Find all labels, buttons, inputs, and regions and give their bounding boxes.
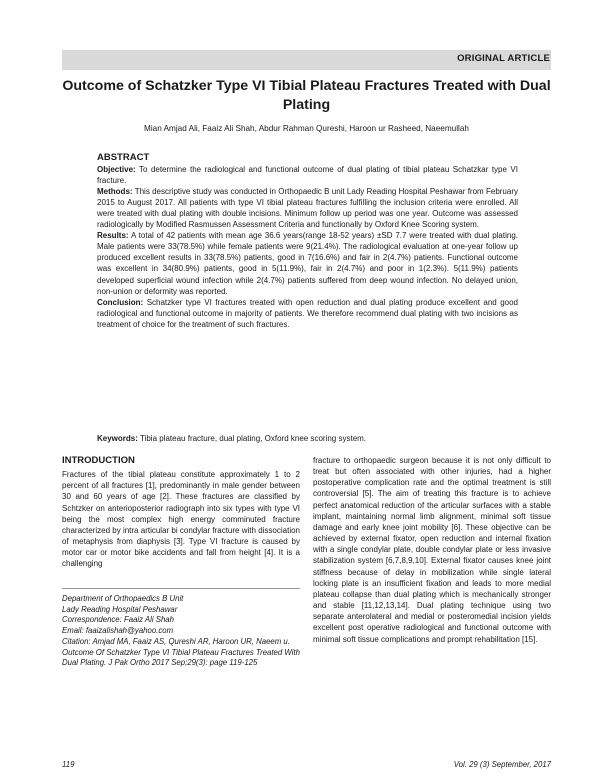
affiliation-email: Email: faaizalishah@yahoo.com — [62, 626, 174, 636]
affiliation-footnote — [62, 594, 300, 669]
left-column — [62, 455, 300, 570]
footnote-divider — [62, 588, 300, 589]
abstract-conclusion — [97, 297, 518, 330]
volume-info: Vol. 29 (3) September, 2017 — [453, 760, 551, 769]
section-label: ORIGINAL ARTICLE — [457, 53, 550, 64]
right-column — [313, 455, 551, 645]
abstract-heading: ABSTRACT — [97, 152, 150, 163]
introduction-left-text: Fractures of the tibial plateau constitute approximately 1 to 2 percent of all fractures [1], predominantly in male gender between 30 and 60 years of age [2]. These fractures are classified by Schtzker on anterioposterior radiograph into six types with type VI being the most complex high energy comminuted fracture characterized by intra articular bi condylar fracture with dissociation of metaphysis from diaphysis [3]. Type VI fracture is caused by motor car or motor bike accidents and fall from height [4]. It is a challenging — [62, 470, 300, 569]
article-title: Outcome of Schatzker Type VI Tibial Plateau Fractures Treated with Dual Plating — [62, 78, 551, 113]
abstract-section — [97, 152, 518, 330]
conclusion-label: Conclusion: — [97, 297, 144, 307]
methods-label: Methods: — [97, 187, 133, 197]
abstract-methods — [97, 186, 518, 230]
objective-label: Objective: — [97, 165, 136, 175]
objective-text: To determine the radiological and functional outcome of dual plating of tibial plateau Schatzkar type VI fracture. — [97, 165, 518, 186]
abstract-objective — [97, 164, 518, 186]
keywords-label: Keywords: — [97, 434, 138, 443]
affiliation-citation: Citation: Amjad MA, Faaiz AS, Qureshi AR, Haroon UR, Naeem u. Outcome Of Schatzker Type VI Tibial Plateau Fractures Treated With Dual Plating. J Pak Ortho 2017 Sep;29(3): page 119-125 — [62, 636, 300, 668]
conclusion-text: Schatzker type VI fractures treated with open reduction and dual plating produce excellent and good radiological and functional outcome in majority of patients. We therefore recommend dual plating with two incisions as treatment of choice for the treatment of such fractures. — [97, 297, 518, 329]
author-list: Mian Amjad Ali, Faaiz Ali Shah, Abdur Rahman Qureshi, Haroon ur Rasheed, Naeemullah — [144, 124, 469, 133]
abstract-results — [97, 230, 518, 296]
affiliation-dept: Department of Orthopaedics B Unit — [62, 594, 184, 603]
affiliation-hospital: Lady Reading Hospital Peshawar — [62, 604, 178, 614]
results-label: Results: — [97, 231, 129, 241]
keywords-line — [97, 434, 518, 443]
results-text: A total of 42 patients with mean age 36.6 years(range 18-52 years) ±SD 7.7 were treated with dual plating. Male patients were 33(78.5%) while female patients were 9(21.4%). The radiological evaluation at one-year follow up produced excellent results in 33(78.5%) patients, good in 7(16.6%) and fair in 2(4.7%) patients. Functional outcome was excellent in 34(80.9%) patients, good in 5(11.9%), fair in 2(4.7%) and poor in 1(2.3%). 5(11.9%) patients developed superficial wound infection while 2(4.7%) patients suffered from deep wound infection. No delayed union, non-union or deformity was reported. — [97, 231, 518, 296]
page-number: 119 — [62, 760, 75, 769]
introduction-heading: INTRODUCTION — [62, 455, 135, 466]
keywords-text: Tibia plateau fracture, dual plating, Oxford knee scoring system. — [139, 434, 367, 443]
methods-text: This descriptive study was conducted in Orthopaedic B unit Lady Reading Hospital Peshawar from February 2015 to August 2017. All patients with type VI tibial plateau fractures fulfilling the inclusion criteria were enrolled. All were treated with dual plating with double incisions. Minimum follow up period was one year. Outcome was assessed radiologically by Modified Rasmussen Assessment Criteria and functionally by Oxford Knee Scoring system. — [97, 187, 518, 230]
introduction-right-text: fracture to orthopaedic surgeon because it is not only difficult to treat but often associated with other injuries, had a higher postoperative complication rate and the optimal treatment is still controversial [5]. The aim of treating this fracture is to achieve perfect anatomical reduction of the articular surfaces with a stable implant, maintaining normal limb alignment, minimal soft tissue damage and early knee joint mobility [6]. These objective can be achieved by external fixator, open reduction and internal fixation with a single condylar plate, double condylar plate or less invasive stabilization system [6,7,8,9,10]. External fixator causes knee joint stiffness because of delay in mobilization while single lateral locking plate is an insufficient fixation and leads to more medial plateau collapse than dual plating which is mechanically stronger and stable [11,12,13,14]. Dual plating technique using two separate anterolateral and medial or posteromedial incision yields excellent post operative radiological and functional outcome with minimal soft tissue complications and prompt rehabilitation [15]. — [313, 456, 551, 644]
affiliation-correspondence: Correspondence: Faaiz Ali Shah — [62, 615, 174, 625]
